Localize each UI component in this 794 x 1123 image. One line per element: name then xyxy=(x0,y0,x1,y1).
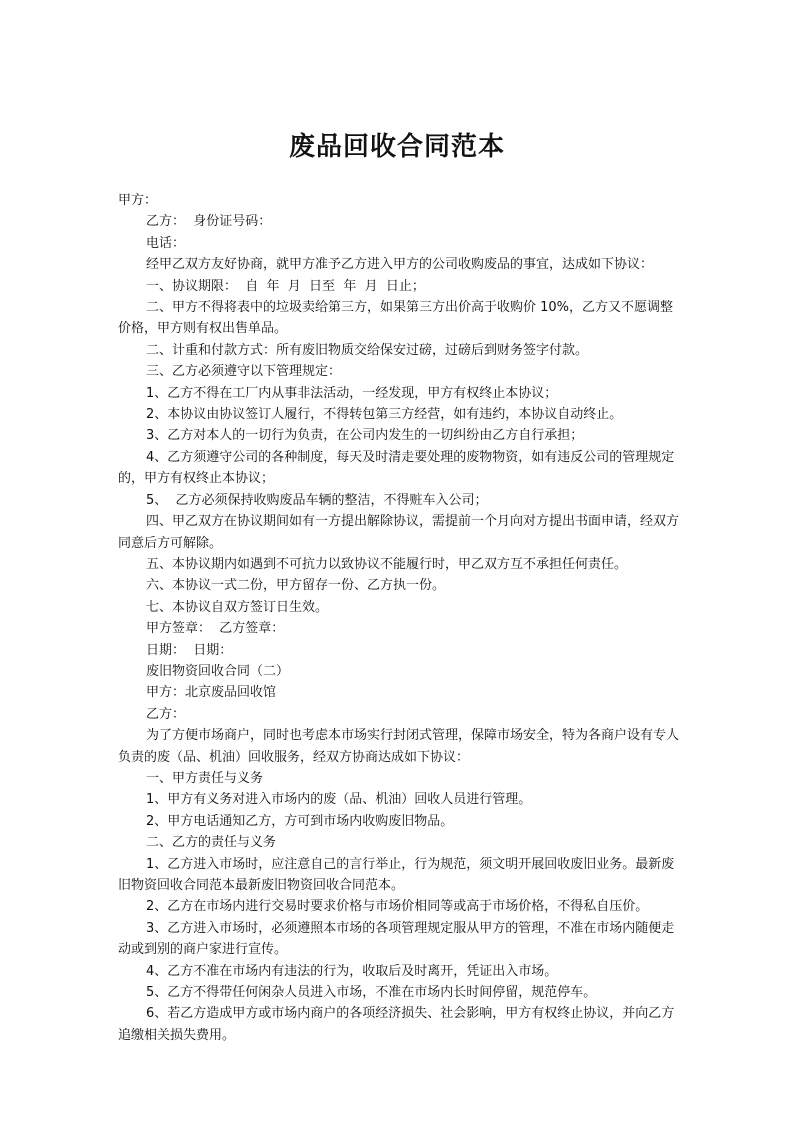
paragraph: 2、甲方电话通知乙方，方可到市场内收购废旧物品。 xyxy=(146,813,454,829)
paragraph: 二、甲方不得将表中的垃圾卖给第三方，如果第三方出价高于收购价 10%，乙方又不愿调整价格，甲方则有权出售单品。 xyxy=(118,300,674,337)
paragraph: 七、本协议自双方签订日生效。 xyxy=(146,599,329,615)
document-body xyxy=(118,190,684,1046)
paragraph: 五、本协议期内如遇到不可抗力以致协议不能履行时，甲乙双方互不承担任何责任。 xyxy=(146,556,628,572)
paragraph: 为了方便市场商户，同时也考虑本市场实行封闭式管理，保障市场安全，特为各商户设有专人负责的废（品、机油）回收服务，经双方协商达成如下协议： xyxy=(118,728,680,765)
paragraph: 4、乙方须遵守公司的各种制度，每天及时清走要处理的废物物资，如有违反公司的管理规定的，甲方有权终止本协议； xyxy=(118,449,675,487)
paragraph: 1、甲方有义务对进入市场内的废（品、机油）回收人员进行管理。 xyxy=(146,792,532,808)
paragraph: 二、乙方的责任与义务 xyxy=(146,835,277,851)
party-a-line: 甲方：北京废品回收馆 xyxy=(146,685,277,701)
paragraph: 5、乙方不得带任何闲杂人员进入市场，不准在市场内长时间停留，规范停车。 xyxy=(146,985,597,1001)
paragraph: 3、乙方进入市场时，必须遵照本市场的各项管理规定服从甲方的管理，不准在市场内随便走动或到别的商户家进行宣传。 xyxy=(118,920,675,958)
date-line: 日期： 日期： xyxy=(146,642,233,658)
paragraph: 六、本协议一式二份，甲方留存一份、乙方执一份。 xyxy=(146,578,446,594)
paragraph: 一、协议期限： 自 年 月 日至 年 月 日止； xyxy=(146,278,425,294)
paragraph: 2、乙方在市场内进行交易时要求价格与市场价相同等或高于市场价格，不得私自压价。 xyxy=(146,899,649,915)
paragraph: 一、甲方责任与义务 xyxy=(146,770,264,786)
paragraph: 1、乙方不得在工厂内从事非法活动，一经发现，甲方有权终止本协议； xyxy=(146,385,558,401)
paragraph: 1、乙方进入市场时，应注意自己的言行举止，行为规范，须文明开展回收废旧业务。最新废旧物资回收合同范本最新废旧物资回收合同范本。 xyxy=(118,856,675,893)
paragraph: 2、本协议由协议签订人履行，不得转包第三方经营，如有违约，本协议自动终止。 xyxy=(146,407,623,423)
party-b-line: 乙方： xyxy=(146,706,186,722)
signature-line: 甲方签章： 乙方签章： xyxy=(146,621,285,637)
party-b-line: 乙方： 身份证号码： xyxy=(146,214,272,230)
document-title: 废品回收合同范本 xyxy=(288,132,505,162)
paragraph: 四、甲乙双方在协议期间如有一方提出解除协议，需提前一个月向对方提出书面申请，经双方同意后方可解除。 xyxy=(118,514,680,551)
paragraph: 3、乙方对本人的一切行为负责，在公司内发生的一切纠纷由乙方自行承担； xyxy=(146,428,584,444)
paragraph: 4、乙方不准在市场内有违法的行为，收取后及时离开，凭证出入市场。 xyxy=(146,963,558,979)
paragraph: 二、计重和付款方式：所有废旧物质交给保安过磅，过磅后到财务签字付款。 xyxy=(146,342,589,358)
paragraph: 5、 乙方必须保持收购废品车辆的整洁，不得赃车入公司； xyxy=(146,492,488,508)
phone-line: 电话： xyxy=(146,235,186,251)
paragraph: 三、乙方必须遵守以下管理规定： xyxy=(146,364,342,380)
paragraph: 6、若乙方造成甲方或市场内商户的各项经济损失、社会影响，甲方有权终止协议，并向乙方追缴相关损失费用。 xyxy=(118,1006,675,1043)
paragraph: 经甲乙双方友好协商，就甲方准予乙方进入甲方的公司收购废品的事宜，达成如下协议： xyxy=(146,257,654,273)
section-heading: 废旧物资回收合同（二） xyxy=(146,663,290,679)
party-a-line: 甲方： xyxy=(118,193,158,208)
